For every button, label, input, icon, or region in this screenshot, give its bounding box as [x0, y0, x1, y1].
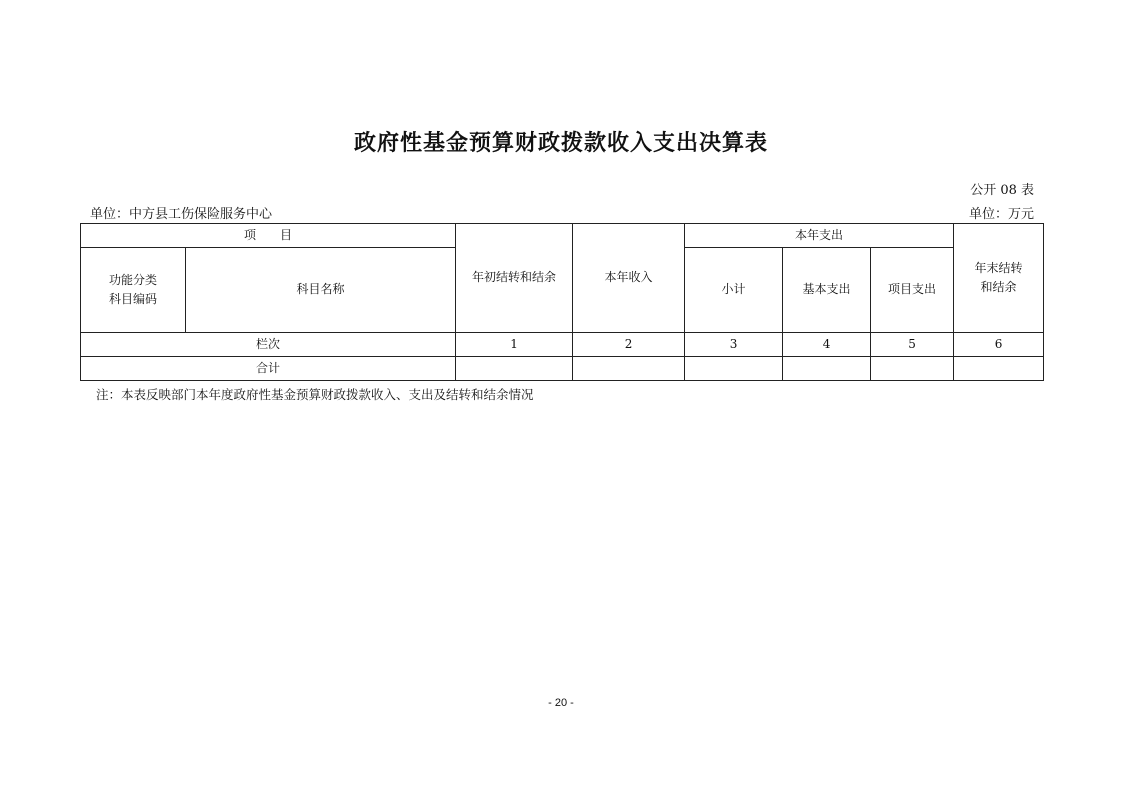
header-func-code-line-2: 科目编码 — [108, 292, 157, 306]
header-opening-balance: 年初结转和结余 — [456, 224, 573, 333]
total-row — [81, 357, 1044, 381]
header-closing-balance — [954, 224, 1044, 333]
total-cell — [456, 357, 573, 381]
unit-currency: 单位：万元 — [968, 207, 1034, 222]
header-subject-name: 科目名称 — [186, 248, 456, 333]
header-current-expense: 本年支出 — [685, 224, 954, 248]
header-subtotal: 小计 — [685, 248, 783, 333]
total-cell — [954, 357, 1044, 381]
column-number-cell: 3 — [685, 333, 783, 357]
column-number-label: 栏次 — [81, 333, 456, 357]
header-closing-balance-line-1: 年末结转 — [974, 260, 1023, 275]
header-item: 项 目 — [81, 224, 456, 248]
column-number-cell: 1 — [456, 333, 573, 357]
total-cell — [783, 357, 871, 381]
page-number: - 20 - — [548, 697, 574, 709]
total-cell — [573, 357, 685, 381]
header-project-expense: 项目支出 — [871, 248, 954, 333]
page-title: 政府性基金预算财政拨款收入支出决算表 — [353, 131, 768, 156]
header-current-income: 本年收入 — [573, 224, 685, 333]
column-number-cell: 2 — [573, 333, 685, 357]
form-code: 公开 08 表 — [970, 183, 1034, 198]
budget-table — [80, 223, 1044, 381]
total-cell — [871, 357, 954, 381]
header-closing-balance-line-2: 和结余 — [980, 280, 1017, 294]
table-note: 注：本表反映部门本年度政府性基金预算财政拨款收入、支出及结转和结余情况 — [96, 387, 534, 402]
header-row-1 — [81, 224, 1044, 248]
column-number-row — [81, 333, 1044, 357]
column-number-cell: 5 — [871, 333, 954, 357]
unit-organization: 单位：中方县工伤保险服务中心 — [90, 207, 273, 222]
header-func-code — [81, 248, 186, 333]
header-basic-expense: 基本支出 — [783, 248, 871, 333]
header-func-code-line-1: 功能分类 — [108, 272, 157, 287]
total-cell — [685, 357, 783, 381]
column-number-cell: 6 — [954, 333, 1044, 357]
total-label: 合计 — [81, 357, 456, 381]
column-number-cell: 4 — [783, 333, 871, 357]
